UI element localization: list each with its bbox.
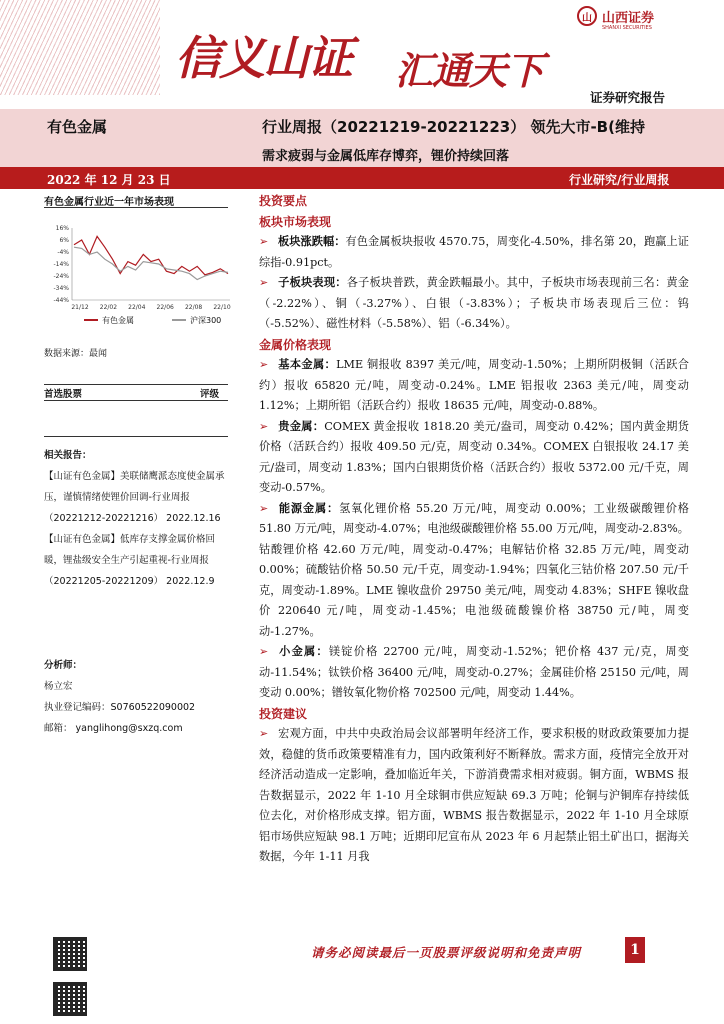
y-tick-label: -44%: [53, 297, 69, 304]
legend-label: 沪深300: [190, 316, 222, 325]
slogan-secondary: 汇通天下: [395, 48, 544, 93]
bullet-arrow-icon: ➢: [259, 235, 269, 248]
report-date: 2022 年 12 月 23 日: [47, 173, 171, 187]
bullet-arrow-icon: ➢: [259, 358, 269, 371]
paragraph-label: 能源金属：: [278, 501, 340, 515]
related-title: 相关报告：: [44, 450, 92, 461]
paragraph-text: COMEX 黄金报收 1818.20 美元/盎司，周变动 0.42%；国内黄金期货价格（活跃合约）报收 409.50 元/克，周变动 0.34%。COMEX 白银报收 24.17 美元/盎司，周变动 1.83%；国内白银期货价格（活跃合约）报收 5372.00 元/千克，周变动-0.57%。: [259, 419, 689, 494]
report-category: 行业研究/行业周报: [569, 173, 670, 187]
sector-name: 有色金属: [47, 118, 108, 136]
y-tick-label: 6%: [59, 237, 69, 244]
paragraph-label: 板块涨跌幅：: [278, 235, 346, 248]
paragraph: [259, 355, 689, 417]
x-tick-label: 22/04: [128, 304, 146, 311]
bullet-arrow-icon: ➢: [259, 645, 269, 658]
paragraph: [259, 273, 689, 335]
x-tick-label: 22/02: [99, 304, 118, 311]
y-tick-label: -4%: [57, 249, 69, 256]
divider: [44, 207, 228, 208]
report-title: 行业周报（20221219-20221223） 领先大市-B(维持: [262, 118, 645, 136]
chart-title: [44, 193, 228, 208]
y-tick-label: -34%: [53, 285, 69, 292]
paragraph: [259, 232, 689, 273]
data-source: 数据来源：最闻: [44, 349, 108, 359]
footer-disclaimer: 请务必阅读最后一页股票评级说明和免责声明: [311, 945, 582, 960]
paragraph-text: 各子板块普跌，黄金跌幅最小。其中，子板块市场表现前三名：黄金（-2.22%）、铜（-3.27%）、白银（-3.83%）；子板块市场表现后三位：钨（-5.52%）、磁性材料（-5.58%）、铝（-6.34%）。: [259, 276, 689, 330]
section-heading: 板块市场表现: [259, 214, 332, 229]
y-tick-label: -14%: [53, 261, 69, 268]
rating-header-label: 评级: [200, 389, 220, 400]
legend-label: 有色金属: [102, 316, 134, 325]
x-tick-label: 22/06: [156, 304, 174, 311]
paragraph-text: 有色金属板块报收 4570.75，周变化-4.50%，排名第 20，跑赢上证综指-0.91pct。: [259, 235, 689, 269]
paragraph: [259, 724, 689, 868]
paragraph-text: 氢氧化锂价格 55.20 万元/吨，周变动 0.00%；工业级碳酸锂价格 51.80 万元/吨，周变动-4.07%；电池级碳酸锂价格 55.00 万元/吨，周变动-2.83%。钴酸锂价格 42.60 万元/吨，周变动-0.47%；电解钴价格 32.85 万元/吨，周变动 0.00%；硫酸钴价格 50.50 元/千克，周变动-1.94%；四氧化三钴价格 207.50 元/千克，周变动-1.89%。LME 镍收盘价 29750 美元/吨，周变动 4.83%；SHFE 镍收盘价 220640 元/吨，周变动-1.45%；电池级硫酸镍价格 38750 元/吨，周变动-1.27%。: [259, 501, 689, 638]
logo-text: 山西证券: [602, 10, 655, 26]
header-decoration: [0, 0, 160, 95]
bullet-arrow-icon: ➢: [259, 419, 269, 433]
paragraph-label: 子板块表现：: [278, 276, 347, 289]
paragraph-label: 贵金属：: [278, 419, 325, 433]
section-heading: 投资要点: [259, 194, 308, 208]
paragraph: [259, 642, 689, 704]
qr-code-icon: [53, 937, 87, 971]
logo-english: SHANXI SECURITIES: [602, 25, 652, 31]
y-tick-label: -24%: [53, 273, 69, 280]
analyst-title: 分析师：: [44, 660, 83, 671]
section-heading: 投资建议: [259, 706, 308, 721]
report-subtitle: 需求疲弱与金属低库存博弈，锂价持续回落: [262, 149, 510, 164]
paragraph-text: LME 铜报收 8397 美元/吨，周变动-1.50%；上期所阴极铜（活跃合约）报收 65820 元/吨，周变动-0.24%。LME 铝报收 2363 美元/吨，周变动 1.12%；上期所铝（活跃合约）报收 18635 元/吨，周变动-0.88%。: [259, 358, 689, 412]
market-performance-chart: [44, 214, 234, 336]
paragraph: [259, 499, 689, 643]
company-logo: [577, 6, 655, 31]
analyst-name: 杨立宏: [44, 681, 73, 692]
slogan-main: 信义山证: [175, 31, 351, 85]
x-tick-label: 22/10: [213, 304, 231, 311]
related-report-2[interactable]: 【山证有色金属】低库存支撑金属价格回暖，锂盐级安全生产引起重视-行业周报（20221205-20221209） 2022.12.9: [44, 534, 216, 587]
report-type: 证券研究报告: [590, 90, 666, 105]
page-number: 1: [625, 937, 645, 963]
divider: [44, 400, 228, 401]
divider: [44, 384, 228, 385]
y-tick-label: 16%: [55, 225, 69, 232]
paragraph-label: 基本金属：: [278, 358, 337, 371]
paragraph: [259, 417, 689, 499]
section-heading: 金属价格表现: [259, 337, 332, 352]
paragraph-label: 小金属：: [279, 645, 329, 658]
stock-header-label: 首选股票: [44, 389, 83, 400]
stock-table-header: [44, 386, 228, 400]
analyst-license: 执业登记编码：S0760522090002: [44, 702, 196, 713]
bullet-arrow-icon: ➢: [259, 501, 269, 515]
series-line-0: [74, 236, 228, 274]
paragraph-text: 镁锭价格 22700 元/吨，周变动-1.52%；钯价格 437 元/克，周变动-11.54%；钛铁价格 36400 元/吨，周变动-0.27%；金属硅价格 25150 元/吨，周变动 0.00%；镨钕氧化物价格 702500 元/吨，周变动 1.44%。: [259, 645, 689, 699]
report-body: [259, 191, 689, 868]
related-reports: [44, 445, 228, 592]
divider: [44, 436, 228, 437]
x-tick-label: 22/08: [184, 304, 203, 311]
bullet-arrow-icon: ➢: [259, 727, 269, 740]
qr-code-icon: [53, 982, 87, 1016]
paragraph-text: 宏观方面，中共中央政治局会议部署明年经济工作，要求积极的财政政策要加力提效，稳健的货币政策要精准有力，国内政策利好不断释放。需求方面，疫情完全放开对经济活动造成一定影响，叠加临近年关，下游消费需求相对疲弱。铜方面，WBMS 报告数据显示，2022 年 1-10 月全球铜市供应短缺 69.3 万吨；伦铜与沪铜库存持续低位去化，对价格形成支撑。铝方面，WBMS 报告数据显示，2022 年 1-10 月全球原铝市场供应短缺 98.1 万吨；近期印尼宣布从 2023 年 6 月起禁止铝土矿出口，据海关数据，今年 1-11 月我: [259, 727, 689, 863]
analyst-email[interactable]: 邮箱： yanglihong@sxzq.com: [44, 723, 183, 734]
chart-title-text: 有色金属行业近一年市场表现: [44, 197, 174, 208]
x-tick-label: 21/12: [71, 304, 89, 311]
bullet-arrow-icon: ➢: [259, 276, 269, 289]
analyst-info: [44, 655, 228, 739]
logo-icon: 山: [577, 6, 597, 26]
related-report-1[interactable]: 【山证有色金属】美联储鹰派态度使金属承压，谨慎情绪使锂价回调-行业周报（20221212-20221216） 2022.12.16: [44, 471, 225, 524]
